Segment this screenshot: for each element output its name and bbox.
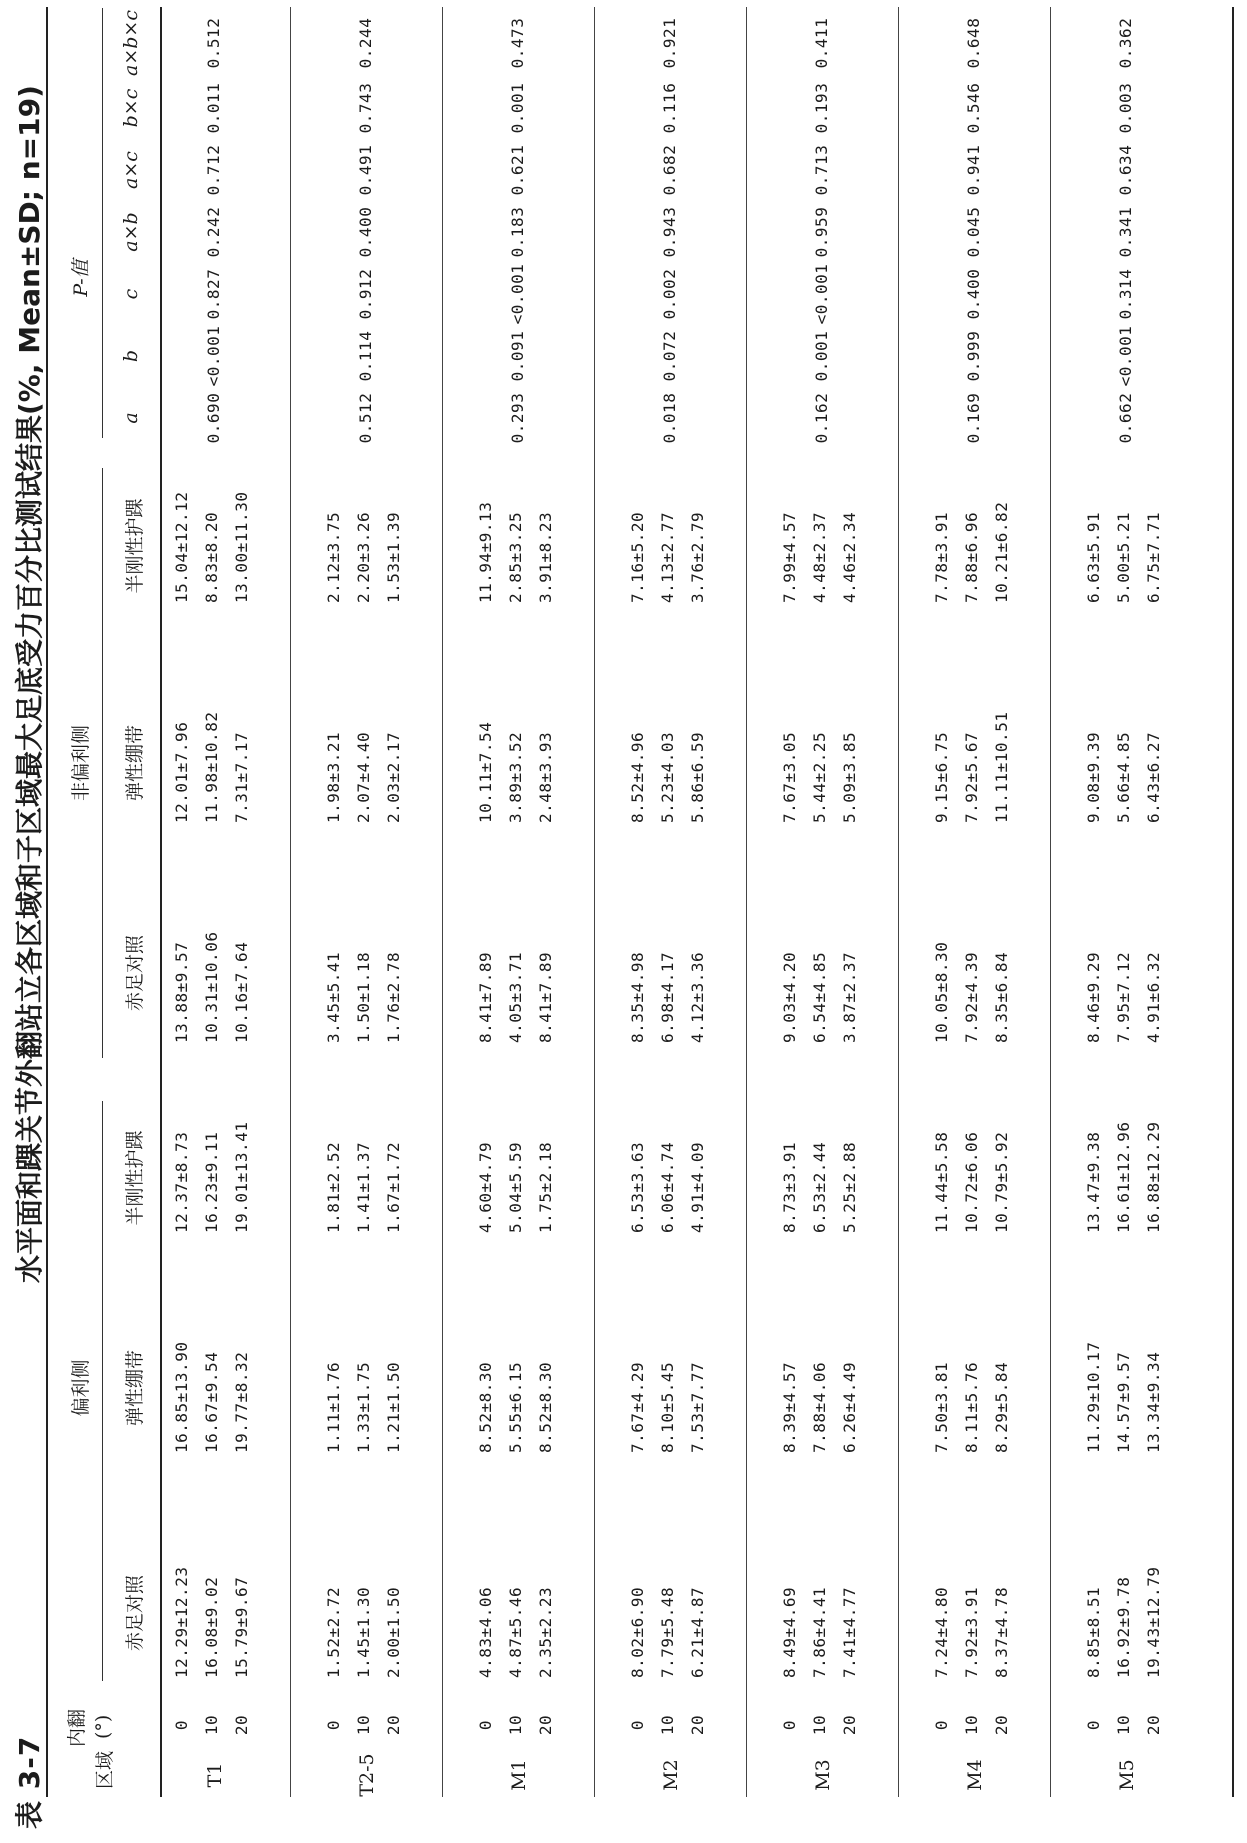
p-value-cell: 0.400: [964, 268, 983, 320]
dominant-value-cell: 5.04±5.59: [506, 1141, 525, 1233]
nondominant-value-cell: 13.00±11.30: [232, 491, 251, 603]
zone-label: T2-5: [356, 1753, 378, 1797]
p-value-cell: 0.690: [204, 392, 223, 444]
dominant-value-cell: 6.53±2.44: [810, 1141, 829, 1233]
p-value-cell: 0.546: [964, 82, 983, 134]
nondominant-value-cell: 2.03±2.17: [384, 731, 403, 823]
dominant-value-cell: 4.91±4.09: [688, 1141, 707, 1233]
p-value-header: P-值: [70, 259, 92, 297]
p-value-cell: 0.003: [1116, 82, 1135, 134]
p-value-cell: 0.169: [964, 392, 983, 444]
p-value-cell: 0.713: [812, 144, 831, 196]
p-value-cell: 0.242: [204, 206, 223, 258]
nondominant-value-cell: 10.31±10.06: [202, 931, 221, 1043]
dominant-value-cell: 7.88±4.06: [810, 1361, 829, 1453]
dominant-value-cell: 16.67±9.54: [202, 1351, 221, 1453]
p-value-cell: 0.712: [204, 144, 223, 196]
p-value-cell: 0.362: [1116, 17, 1135, 69]
dominant-value-cell: 8.73±3.91: [780, 1141, 799, 1233]
dominant-value-cell: 7.67±4.29: [628, 1361, 647, 1453]
nondominant-value-cell: 8.35±4.98: [628, 951, 647, 1043]
nondominant-value-cell: 4.12±3.36: [688, 951, 707, 1043]
col-p-abc: a×b×c: [120, 10, 142, 76]
col-p-ac: a×c: [120, 151, 142, 189]
zone-label: M3: [812, 1759, 834, 1791]
nondominant-value-cell: 4.13±2.77: [658, 511, 677, 603]
dominant-value-cell: 1.52±2.72: [324, 1586, 343, 1678]
dominant-value-cell: 16.61±12.96: [1114, 1121, 1133, 1233]
nondominant-value-cell: 2.85±3.25: [506, 511, 525, 603]
angle-cell: 10: [962, 1714, 981, 1736]
nondominant-value-cell: 15.04±12.12: [172, 491, 191, 603]
dominant-value-cell: 7.79±5.48: [658, 1586, 677, 1678]
nondominant-value-cell: 7.88±6.96: [962, 511, 981, 603]
nondominant-value-cell: 3.89±3.52: [506, 731, 525, 823]
nondominant-value-cell: 6.54±4.85: [810, 951, 829, 1043]
p-value-cell: 0.116: [660, 82, 679, 134]
nondominant-value-cell: 10.11±7.54: [476, 721, 495, 823]
nondominant-value-cell: 12.01±7.96: [172, 721, 191, 823]
p-value-cell: 0.491: [356, 144, 375, 196]
nondominant-value-cell: 4.05±3.71: [506, 951, 525, 1043]
p-value-cell: 0.662: [1116, 392, 1135, 444]
p-value-cell: 0.941: [964, 144, 983, 196]
dominant-value-cell: 12.29±12.23: [172, 1566, 191, 1678]
nondominant-value-cell: 2.07±4.40: [354, 731, 373, 823]
nondominant-value-cell: 7.16±5.20: [628, 511, 647, 603]
dominant-value-cell: 1.33±1.75: [354, 1361, 373, 1453]
table-title: 水平面和踝关节外翻站立各区域和子区域最大足底受力百分比测试结果(%, Mean±SD; n=19): [13, 85, 46, 1283]
nondominant-subline: [102, 468, 103, 1058]
p-value-cell: 0.682: [660, 144, 679, 196]
nondominant-value-cell: 6.63±5.91: [1084, 511, 1103, 603]
nondominant-value-cell: 5.44±2.25: [810, 731, 829, 823]
p-value-cell: 0.621: [508, 144, 527, 196]
dominant-value-cell: 11.44±5.58: [932, 1131, 951, 1233]
p-value-cell: 0.091: [508, 330, 527, 382]
angle-cell: 20: [536, 1714, 555, 1736]
nondominant-value-cell: 8.46±9.29: [1084, 951, 1103, 1043]
zone-group: [628, 0, 753, 1843]
angle-cell: 10: [506, 1714, 525, 1736]
angle-cell: 0: [172, 1719, 191, 1731]
nondominant-value-cell: 6.75±7.71: [1144, 511, 1163, 603]
bottom-rule: [1232, 7, 1234, 1797]
dominant-value-cell: 16.88±12.29: [1144, 1121, 1163, 1233]
p-value-cell: 0.193: [812, 82, 831, 134]
dominant-value-cell: 8.52±8.30: [476, 1361, 495, 1453]
p-value-cell: 0.634: [1116, 144, 1135, 196]
p-value-cell: 0.183: [508, 206, 527, 258]
p-value-cell: <0.001: [204, 325, 223, 387]
nondominant-value-cell: 11.98±10.82: [202, 711, 221, 823]
angle-cell: 0: [324, 1719, 343, 1731]
dominant-value-cell: 1.11±1.76: [324, 1361, 343, 1453]
nondominant-value-cell: 7.92±5.67: [962, 731, 981, 823]
zone-group: [932, 0, 1057, 1843]
dominant-value-cell: 6.21±4.87: [688, 1586, 707, 1678]
group-separator: [290, 7, 291, 1797]
p-value-cell: 0.411: [812, 17, 831, 69]
group-separator: [746, 7, 747, 1797]
nondominant-value-cell: 9.08±9.39: [1084, 731, 1103, 823]
dominant-value-cell: 7.86±4.41: [810, 1586, 829, 1678]
header-rule: [160, 7, 162, 1797]
nondominant-value-cell: 1.50±1.18: [354, 951, 373, 1043]
dominant-value-cell: 1.81±2.52: [324, 1141, 343, 1233]
p-value-cell: 0.001: [508, 82, 527, 134]
p-value-cell: 0.072: [660, 330, 679, 382]
dominant-value-cell: 10.79±5.92: [992, 1131, 1011, 1233]
zone-header: 区域: [94, 1750, 116, 1789]
angle-header-line1: 内翻: [66, 1708, 88, 1747]
col-p-bc: b×c: [120, 88, 142, 128]
nondominant-value-cell: 3.91±8.23: [536, 511, 555, 603]
p-value-cell: 0.999: [964, 330, 983, 382]
dominant-value-cell: 7.50±3.81: [932, 1361, 951, 1453]
nondominant-value-cell: 3.76±2.79: [688, 511, 707, 603]
nondominant-value-cell: 5.86±6.59: [688, 731, 707, 823]
nondominant-value-cell: 8.83±8.20: [202, 511, 221, 603]
dominant-value-cell: 13.47±9.38: [1084, 1131, 1103, 1233]
nondominant-value-cell: 5.09±3.85: [840, 731, 859, 823]
dominant-value-cell: 19.43±12.79: [1144, 1566, 1163, 1678]
dominant-value-cell: 15.79±9.67: [232, 1576, 251, 1678]
nondominant-value-cell: 7.99±4.57: [780, 511, 799, 603]
nondominant-value-cell: 13.88±9.57: [172, 941, 191, 1043]
angle-header-line2: (°): [92, 1714, 114, 1739]
nondominant-value-cell: 4.91±6.32: [1144, 951, 1163, 1043]
nondominant-side-header: 非偏利侧: [70, 724, 92, 802]
angle-cell: 10: [658, 1714, 677, 1736]
p-value-cell: 0.011: [204, 82, 223, 134]
col-p-ab: a×b: [120, 212, 142, 252]
zone-label: M4: [964, 1759, 986, 1791]
nondominant-value-cell: 6.43±6.27: [1144, 731, 1163, 823]
nondominant-value-cell: 3.87±2.37: [840, 951, 859, 1043]
nondominant-value-cell: 5.00±5.21: [1114, 511, 1133, 603]
dominant-value-cell: 11.29±10.17: [1084, 1341, 1103, 1453]
col-dom-semirigid: 半刚性护踝: [124, 1130, 146, 1226]
dominant-value-cell: 10.72±6.06: [962, 1131, 981, 1233]
p-value-cell: 0.045: [964, 206, 983, 258]
angle-cell: 0: [628, 1719, 647, 1731]
nondominant-value-cell: 10.21±6.82: [992, 501, 1011, 603]
dominant-value-cell: 12.37±8.73: [172, 1131, 191, 1233]
p-value-cell: 0.114: [356, 330, 375, 382]
zone-group: [476, 0, 601, 1843]
dominant-value-cell: 8.85±8.51: [1084, 1586, 1103, 1678]
angle-cell: 0: [932, 1719, 951, 1731]
p-value-cell: 0.341: [1116, 206, 1135, 258]
dominant-value-cell: 16.08±9.02: [202, 1576, 221, 1678]
p-value-cell: 0.648: [964, 17, 983, 69]
zone-label: M2: [660, 1759, 682, 1791]
nondominant-value-cell: 5.23±4.03: [658, 731, 677, 823]
zone-label: M1: [508, 1759, 530, 1791]
dominant-value-cell: 14.57±9.57: [1114, 1351, 1133, 1453]
dominant-value-cell: 5.55±6.15: [506, 1361, 525, 1453]
col-nondom-elastic: 弹性绷带: [124, 724, 146, 802]
dominant-subline: [102, 1101, 103, 1681]
group-separator: [442, 7, 443, 1797]
dominant-value-cell: 1.67±1.72: [384, 1141, 403, 1233]
nondominant-value-cell: 7.95±7.12: [1114, 951, 1133, 1043]
group-separator: [1050, 7, 1051, 1797]
p-value-cell: 0.827: [204, 268, 223, 320]
dominant-side-header: 偏利侧: [70, 1359, 92, 1417]
angle-cell: 10: [1114, 1714, 1133, 1736]
dominant-value-cell: 4.87±5.46: [506, 1586, 525, 1678]
p-value-cell: 0.162: [812, 392, 831, 444]
p-value-cell: 0.912: [356, 268, 375, 320]
col-nondom-semirigid: 半刚性护踝: [124, 498, 146, 594]
dominant-value-cell: 19.01±13.41: [232, 1121, 251, 1233]
p-value-cell: 0.018: [660, 392, 679, 444]
nondominant-value-cell: 2.20±3.26: [354, 511, 373, 603]
dominant-value-cell: 13.34±9.34: [1144, 1351, 1163, 1453]
nondominant-value-cell: 8.41±7.89: [476, 951, 495, 1043]
dominant-value-cell: 1.21±1.50: [384, 1361, 403, 1453]
nondominant-value-cell: 8.41±7.89: [536, 951, 555, 1043]
angle-cell: 10: [810, 1714, 829, 1736]
angle-cell: 0: [476, 1719, 495, 1731]
dominant-value-cell: 8.02±6.90: [628, 1586, 647, 1678]
nondominant-value-cell: 4.48±2.37: [810, 511, 829, 603]
nondominant-value-cell: 11.94±9.13: [476, 501, 495, 603]
p-value-cell: 0.473: [508, 17, 527, 69]
p-value-cell: 0.244: [356, 17, 375, 69]
col-p-a: a: [120, 412, 142, 424]
dominant-value-cell: 7.24±4.80: [932, 1586, 951, 1678]
dominant-value-cell: 1.41±1.37: [354, 1141, 373, 1233]
p-value-cell: 0.001: [812, 330, 831, 382]
dominant-value-cell: 7.41±4.77: [840, 1586, 859, 1678]
p-value-cell: 0.943: [660, 206, 679, 258]
nondominant-value-cell: 5.66±4.85: [1114, 731, 1133, 823]
top-rule: [46, 7, 48, 1797]
dominant-value-cell: 2.00±1.50: [384, 1586, 403, 1678]
nondominant-value-cell: 1.53±1.39: [384, 511, 403, 603]
nondominant-value-cell: 8.52±4.96: [628, 731, 647, 823]
col-nondom-barefoot: 赤足对照: [124, 934, 146, 1012]
dominant-value-cell: 16.92±9.78: [1114, 1576, 1133, 1678]
nondominant-value-cell: 6.98±4.17: [658, 951, 677, 1043]
angle-cell: 20: [384, 1714, 403, 1736]
nondominant-value-cell: 7.78±3.91: [932, 511, 951, 603]
p-value-cell: <0.001: [508, 263, 527, 325]
angle-cell: 10: [354, 1714, 373, 1736]
p-value-cell: 0.002: [660, 268, 679, 320]
dominant-value-cell: 19.77±8.32: [232, 1351, 251, 1453]
nondominant-value-cell: 1.98±3.21: [324, 731, 343, 823]
p-value-cell: 0.400: [356, 206, 375, 258]
angle-cell: 0: [1084, 1719, 1103, 1731]
p-value-cell: <0.001: [1116, 325, 1135, 387]
nondominant-value-cell: 7.92±4.39: [962, 951, 981, 1043]
angle-cell: 20: [840, 1714, 859, 1736]
p-value-cell: 0.314: [1116, 268, 1135, 320]
dominant-value-cell: 1.75±2.18: [536, 1141, 555, 1233]
p-value-cell: 0.293: [508, 392, 527, 444]
dominant-value-cell: 8.52±8.30: [536, 1361, 555, 1453]
dominant-value-cell: 16.23±9.11: [202, 1131, 221, 1233]
angle-cell: 20: [232, 1714, 251, 1736]
nondominant-value-cell: 2.48±3.93: [536, 731, 555, 823]
p-value-cell: 0.959: [812, 206, 831, 258]
dominant-value-cell: 16.85±13.90: [172, 1341, 191, 1453]
angle-cell: 20: [1144, 1714, 1163, 1736]
zone-label: T1: [204, 1762, 226, 1788]
dominant-value-cell: 6.53±3.63: [628, 1141, 647, 1233]
nondominant-value-cell: 10.05±8.30: [932, 941, 951, 1043]
table-number: 表 3-7: [13, 1735, 46, 1829]
angle-cell: 20: [688, 1714, 707, 1736]
dominant-value-cell: 6.26±4.49: [840, 1361, 859, 1453]
zone-group: [780, 0, 905, 1843]
p-value-subline: [102, 8, 103, 438]
p-value-cell: 0.512: [204, 17, 223, 69]
zone-label: M5: [1116, 1759, 1138, 1791]
p-value-cell: 0.743: [356, 82, 375, 134]
nondominant-value-cell: 9.15±6.75: [932, 731, 951, 823]
dominant-value-cell: 6.06±4.74: [658, 1141, 677, 1233]
dominant-value-cell: 2.35±2.23: [536, 1586, 555, 1678]
col-dom-barefoot: 赤足对照: [124, 1574, 146, 1652]
nondominant-value-cell: 8.35±6.84: [992, 951, 1011, 1043]
angle-cell: 10: [202, 1714, 221, 1736]
dominant-value-cell: 5.25±2.88: [840, 1141, 859, 1233]
angle-cell: 0: [780, 1719, 799, 1731]
nondominant-value-cell: 2.12±3.75: [324, 511, 343, 603]
dominant-value-cell: 8.37±4.78: [992, 1586, 1011, 1678]
dominant-value-cell: 4.83±4.06: [476, 1586, 495, 1678]
nondominant-value-cell: 4.46±2.34: [840, 511, 859, 603]
dominant-value-cell: 8.11±5.76: [962, 1361, 981, 1453]
dominant-value-cell: 4.60±4.79: [476, 1141, 495, 1233]
angle-cell: 20: [992, 1714, 1011, 1736]
p-value-cell: 0.512: [356, 392, 375, 444]
p-value-cell: <0.001: [812, 263, 831, 325]
nondominant-value-cell: 1.76±2.78: [384, 951, 403, 1043]
dominant-value-cell: 7.53±7.77: [688, 1361, 707, 1453]
zone-group: [324, 0, 449, 1843]
dominant-value-cell: 8.39±4.57: [780, 1361, 799, 1453]
nondominant-value-cell: 9.03±4.20: [780, 951, 799, 1043]
nondominant-value-cell: 11.11±10.51: [992, 711, 1011, 823]
col-dom-elastic: 弹性绷带: [124, 1349, 146, 1427]
dominant-value-cell: 7.92±3.91: [962, 1586, 981, 1678]
dominant-value-cell: 8.49±4.69: [780, 1586, 799, 1678]
zone-group: [1084, 0, 1209, 1843]
nondominant-value-cell: 7.31±7.17: [232, 731, 251, 823]
zone-group: [172, 0, 297, 1843]
nondominant-value-cell: 10.16±7.64: [232, 941, 251, 1043]
group-separator: [898, 7, 899, 1797]
nondominant-value-cell: 7.67±3.05: [780, 731, 799, 823]
group-separator: [594, 7, 595, 1797]
col-p-c: c: [120, 288, 142, 300]
dominant-value-cell: 8.10±5.45: [658, 1361, 677, 1453]
p-value-cell: 0.921: [660, 17, 679, 69]
col-p-b: b: [120, 349, 142, 363]
dominant-value-cell: 1.45±1.30: [354, 1586, 373, 1678]
nondominant-value-cell: 3.45±5.41: [324, 951, 343, 1043]
dominant-value-cell: 8.29±5.84: [992, 1361, 1011, 1453]
